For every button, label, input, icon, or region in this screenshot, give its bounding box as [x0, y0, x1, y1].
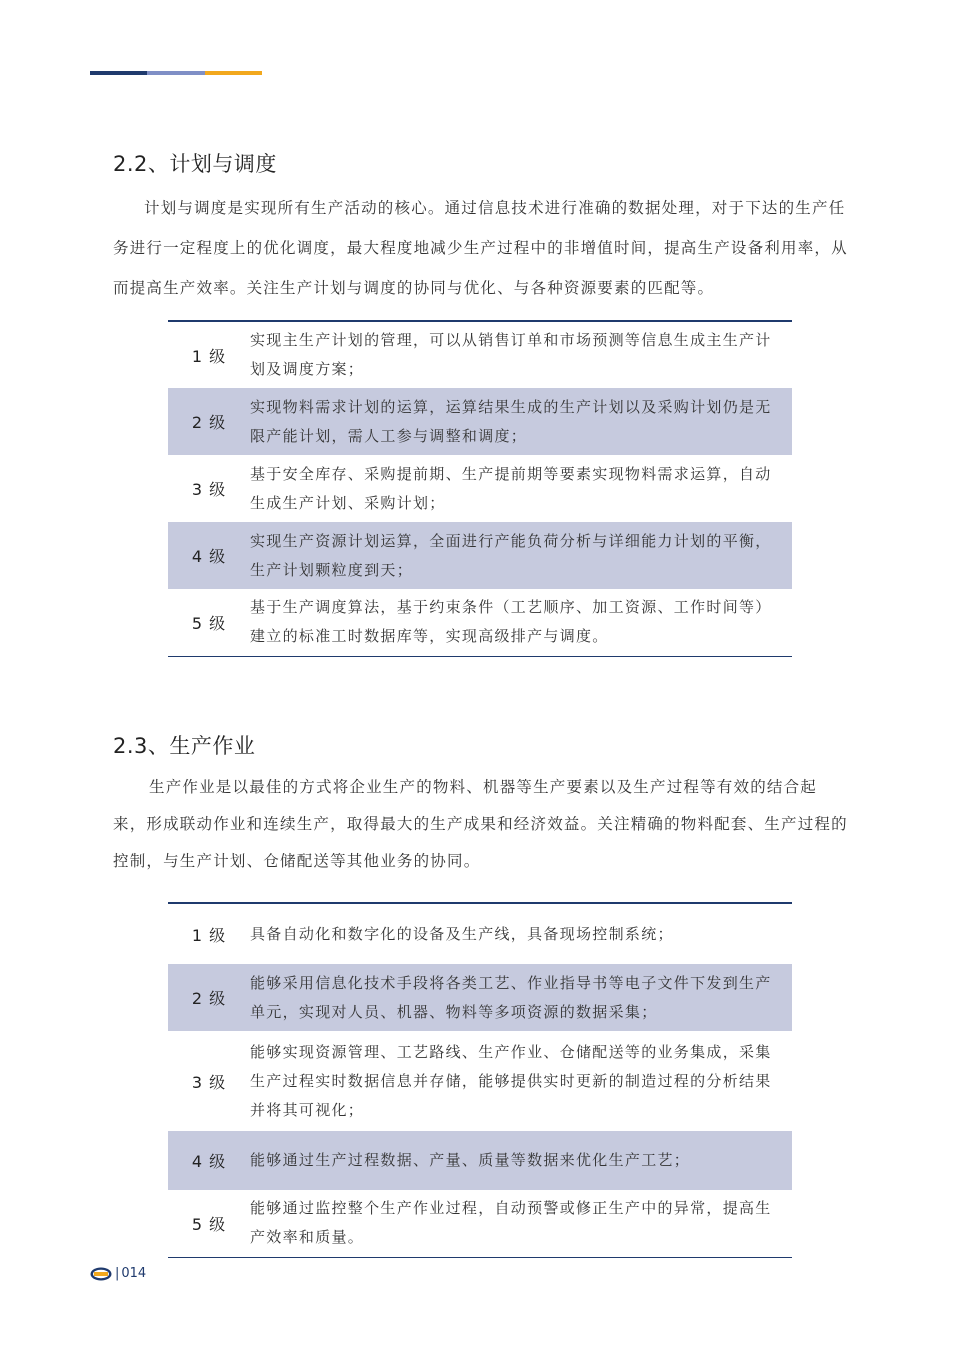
section-2-2-level-table: [168, 320, 792, 657]
cmm-logo-icon: [90, 1267, 112, 1281]
section-2-2-paragraph: 计划与调度是实现所有生产活动的核心。通过信息技术进行准确的数据处理，对于下达的生产任务进行一定程度上的优化调度，最大程度地减少生产过程中的非增值时间，提高生产设备利用率，从而提高生产效率。关注生产计划与调度的协同与优化、与各种资源要素的匹配等。: [113, 199, 848, 297]
section-2-3-paragraph: 生产作业是以最佳的方式将企业生产的物料、机器等生产要素以及生产过程等有效的结合起来，形成联动作业和连续生产，取得最大的生产成果和经济效益。关注精确的物料配套、生产过程的控制，与生产计划、仓储配送等其他业务的协同。: [113, 778, 848, 870]
level-row: [168, 589, 792, 656]
level-description: 基于生产调度算法，基于约束条件（工艺顺序、加工资源、工作时间等）建立的标准工时数据库等，实现高级排产与调度。: [250, 598, 772, 646]
level-label: 4 级: [168, 1131, 250, 1190]
section-2-2-title: 2.2、计划与调度: [113, 152, 277, 176]
level-label: 2 级: [168, 388, 250, 455]
level-label: 1 级: [191, 925, 227, 945]
level-description: 实现生产资源计划运算，全面进行产能负荷分析与详细能力计划的平衡，生产计划颗粒度到天；: [250, 522, 792, 589]
level-label: 2 级: [168, 964, 250, 1031]
level-description: 能够通过生产过程数据、产量、质量等数据来优化生产工艺；: [250, 1131, 792, 1190]
accent-segment-blue: [147, 71, 204, 75]
level-label: 3 级: [191, 480, 227, 499]
level-row: [168, 1031, 792, 1131]
level-description: 能够通过监控整个生产作业过程，自动预警或修正生产中的异常，提高生产效率和质量。: [250, 1199, 772, 1247]
level-row: [168, 964, 792, 1031]
level-row: [168, 903, 792, 964]
page-number: 014: [121, 1266, 147, 1281]
level-row: [168, 522, 792, 589]
page-footer: [90, 1266, 146, 1281]
level-description: 实现物料需求计划的运算，运算结果生成的生产计划以及采购计划仍是无限产能计划，需人工参与调整和调度；: [250, 388, 792, 455]
accent-segment-navy: [90, 71, 147, 75]
level-row: [168, 455, 792, 522]
level-row: [168, 1190, 792, 1257]
level-description: 能够采用信息化技术手段将各类工艺、作业指导书等电子文件下发到生产单元，实现对人员、机器、物料等多项资源的数据采集；: [250, 964, 792, 1031]
section-2-3-level-table: [168, 902, 792, 1258]
level-description: 基于安全库存、采购提前期、生产提前期等要素实现物料需求运算，自动生成生产计划、采购计划；: [250, 464, 772, 512]
level-description: 能够实现资源管理、工艺路线、生产作业、仓储配送等的业务集成，采集生产过程实时数据信息并存储，能够提供实时更新的制造过程的分析结果并将其可视化；: [250, 1042, 772, 1119]
accent-segment-orange: [205, 71, 262, 75]
level-row: [168, 321, 792, 388]
level-label: 4 级: [168, 522, 250, 589]
level-label: 1 级: [191, 346, 227, 366]
top-accent-bar: [90, 71, 262, 75]
level-description: 实现主生产计划的管理，可以从销售订单和市场预测等信息生成主生产计划及调度方案；: [250, 331, 772, 378]
level-label: 5 级: [191, 1214, 227, 1234]
section-2-3-title: 2.3、生产作业: [113, 734, 256, 758]
level-description: 具备自动化和数字化的设备及生产线，具备现场控制系统；: [250, 924, 674, 943]
level-label: 3 级: [191, 1072, 227, 1092]
level-label: 5 级: [191, 613, 227, 633]
level-row: [168, 388, 792, 455]
footer-separator: |: [115, 1266, 120, 1281]
level-row: [168, 1131, 792, 1190]
